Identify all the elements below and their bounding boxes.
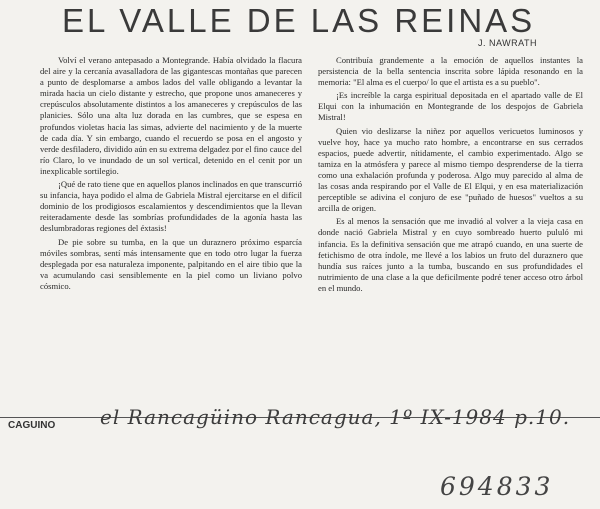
handwritten-source-note: el Rancagüino Rancagua, 1º IX-1984 p.10.	[100, 405, 571, 429]
archive-number: 694833	[440, 472, 554, 501]
paragraph: Volví el verano antepasado a Montegrande. Había olvidado la flacura del aire y la cercanía avasalladora de las gigantescas montañas que parecen a punto de desplomarse a ambos lados del valle obligando a levantar la mirada hacia un cielo distante y estrecho, que propone unos amaneceres y crepúsculos absolutamente distintos a los amaneceres y crepúsculos de las planicies. Sólo una alta luz dorada en las cumbres, que se espesa en profundos violetas hacia las simas, advierte del nacimiento y de la muerte de cada día. Y sin embargo, cuando el recuerdo se posa en el angosto y verde desfiladero, dividido aún en su extrema delgadez por el fino cauce del río Claro, lo ve inundado de un sol vertical, detenido en el cenit por un inexplicable sortilegio.	[40, 55, 302, 176]
article-right-column	[318, 55, 583, 296]
article-title: EL VALLE DE LAS REINAS	[62, 2, 536, 39]
paragraph: ¡Es increíble la carga espiritual depositada en el apartado valle de El Elqui con la inhumación en Montegrande de los despojos de Gabriela Mistral!	[318, 90, 583, 123]
paragraph: De pie sobre su tumba, en la que un duraznero próximo esparcía móviles sombras, sentí más intensamente que en todo otro lugar la fuerza desplegada por esa naturaleza imponente, palpitando en el aire tibio que la va acumulando casi sensiblemente en la piel como un liviano polvo cósmico.	[40, 236, 302, 291]
article-left-column	[40, 55, 302, 294]
author-byline: J. NAWRATH	[478, 38, 537, 48]
paragraph: Quien vio deslizarse la niñez por aquellos vericuetos luminosos y vuelve hoy, hace ya mucho rato hombre, a encontrarse en sus cerrados espacios, puede advertir, nítidamente, el cambio experimentado. Algo se tamiza en la atmósfera y parece al mismo tiempo desprenderse de la tierra como una exhalación profunda y poderosa. Algo muy parecido al alma de las cosas anda respirando por el Valle de El Elqui, y en esa materialización perceptible se adivina el conjuro de ese "puñado de huesos" vueltos a su arcilla de origen.	[318, 125, 583, 214]
paragraph: ¡Qué de rato tiene que en aquellos planos inclinados en que transcurrió su infancia, haya podido el alma de Gabriela Mistral ejercitarse en el difícil dominio de los prodigiosos escalamientos y descendimientos que la llevan reiteradamente desde las sombrías profundidades de la agonía hasta las deslumbradoras regiones del éxtasis!	[40, 179, 302, 234]
paragraph: Es al menos la sensación que me invadió al volver a la vieja casa en donde nació Gabriela Mistral y en cuyo sombreado huerto pululó mi infancia. Es la definitiva sensación que me atrapó cuando, en una suerte de fetichismo de otra índole, me llevé a los labios un fruto del duraznero que hundía sus raíces junto a la tumba, buscando en sus profundidades el nutrimiento de una clase a la que deficilmente podré tener acceso otro árbol en el mundo.	[318, 216, 583, 293]
paragraph: Contribuía grandemente a la emoción de aquellos instantes la persistencia de la bella sentencia inscrita sobre lápida resonando en la memoria: "El alma es el cuerpo/ lo que el artista es a su pueblo".	[318, 55, 583, 88]
source-label: CAGUINO	[8, 420, 56, 431]
